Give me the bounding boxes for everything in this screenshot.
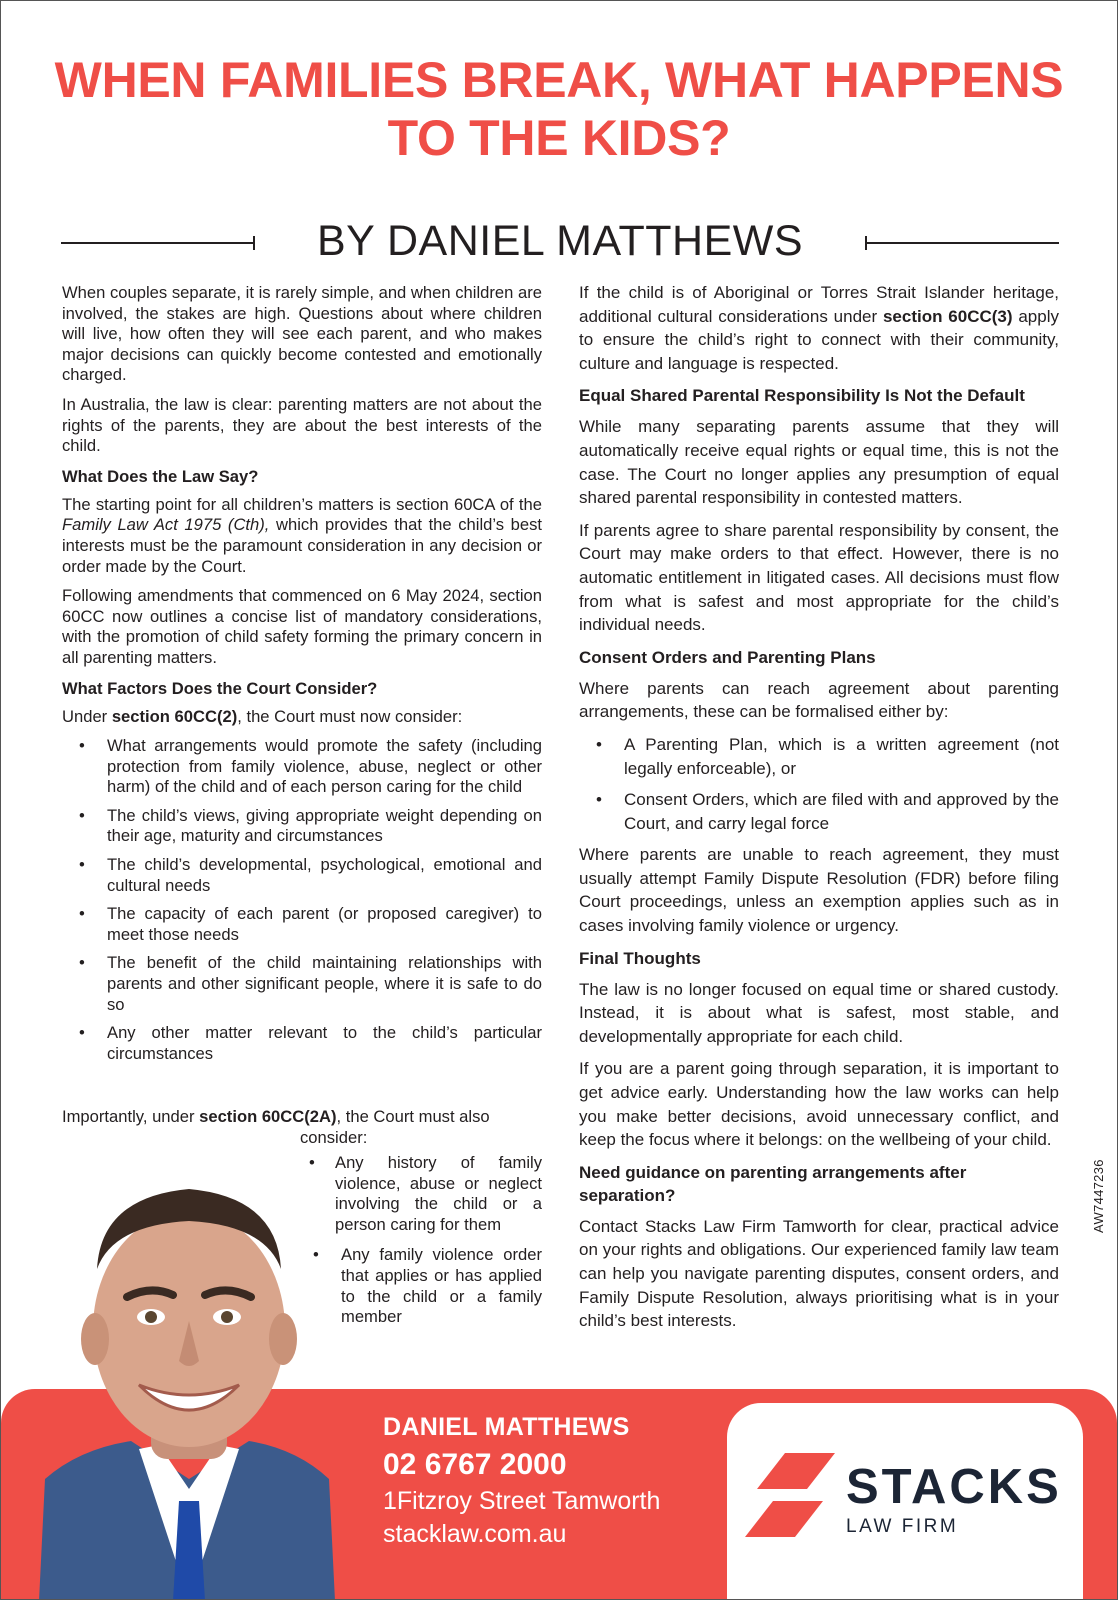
bullet-icon: • [79,736,85,756]
text: , the Court must now consider: [237,706,463,726]
iris-right [221,1311,233,1323]
logo-subtitle: LAW FIRM [846,1516,959,1537]
text: If the child is of Aboriginal or Torres Strait Islander heritage, additional cultural considerations under [579,283,1059,326]
list-item [579,733,1059,780]
list-item-text: The child’s developmental, psychological, emotional and cultural needs [107,855,542,895]
byline-rule-right [866,242,1059,244]
section-ref: section 60CC(2A) [199,1107,337,1126]
subheading: Consent Orders and Parenting Plans [579,647,876,667]
text: Importantly, under [62,1107,200,1126]
ad-code: AW7447236 [1091,1159,1106,1233]
text: apply to ensure the child’s right to connect with their community, culture and language is respected. [579,306,1059,373]
paragraph-line: consider: [300,1127,368,1147]
section-ref: section 60CC(2) [111,706,238,726]
iris-left [145,1311,157,1323]
paragraph: Contact Stacks Law Firm Tamworth for clear, practical advice on your rights and obligations. Our experienced family law team can help you navigate parenting disputes, consent orders, and Family Dispute Resolution, always prioritising what is in your child’s best interests. [579,1216,1059,1331]
importantly-paragraph [62,1107,542,1148]
text: which provides that the child’s best interests must be the paramount consideration in any decision or order made by the Court. [62,515,542,576]
list-item [299,1245,542,1327]
list-item-text: Any family violence order that applies or has applied to the child or a family member [341,1245,542,1327]
list-item-text: Consent Orders, which are filed with and approved by the Court, and carry legal force [624,790,1059,833]
list-item [62,1023,542,1064]
bullet-icon: • [313,1245,319,1265]
paragraph: Where parents can reach agreement about parenting arrangements, these can be formalised either by: [579,678,1059,722]
list-item [62,806,542,847]
list-item [579,788,1059,835]
logo-name: STACKS [846,1460,1062,1514]
list-item-text: Any history of family violence, abuse or neglect involving the child or a person caring for them [335,1153,542,1234]
byline [61,213,1059,269]
paragraph [579,281,1059,375]
left-column [62,283,542,1072]
list-item-text: A Parenting Plan, which is a written agreement (not legally enforceable), or [624,734,1059,778]
paragraph: Following amendments that commenced on 6 May 2024, section 60CC now outlines a concise list of mandatory considerations, with the promotion of child safety forming the primary concern in all parenting matters. [62,586,542,667]
contact-phone[interactable]: 02 6767 2000 [383,1448,567,1481]
contact-block [383,1409,660,1551]
bullet-icon: • [79,953,85,973]
headline: WHEN FAMILIES BREAK, WHAT HAPPENS TO THE KIDS? [54,52,1064,166]
paragraph: If you are a parent going through separation, it is important to get advice early. Understanding how the law works can help you make better decisions, avoid unnecessary conflict, and keep the focus where it belongs: on the wellbeing of your child. [579,1059,1059,1150]
bullet-icon: • [596,734,602,754]
text: The starting point for all children’s matters is section 60CA of the [62,494,542,514]
bullet-icon: • [309,1153,315,1172]
author-portrait [39,1149,335,1600]
ear-right [269,1313,297,1365]
ear-left [81,1313,109,1365]
subheading: Equal Shared Parental Responsibility Is Not the Default [579,386,1025,406]
text: Under [62,706,112,726]
subheading: Need guidance on parenting arrangements after separation? [579,1162,967,1205]
paragraph [62,495,542,577]
paragraph: In Australia, the law is clear: parenting matters are not about the rights of the parents, they are about the best interests of the child. [62,394,542,456]
bullet-icon: • [79,1023,85,1043]
paragraph-line [62,1107,542,1128]
contact-address: 1Fitzroy Street Tamworth [383,1487,661,1515]
paragraph: Where parents are unable to reach agreement, they must usually attempt Family Dispute Resolution (FDR) before filing Court proceedings, unless an exemption applies such as in cases involving family violence or urgency. [579,845,1059,936]
act-title: Family Law Act 1975 (Cth), [62,515,270,535]
also-consider-list [299,1153,542,1338]
logo-stripe-bottom [745,1501,823,1537]
list-item [62,736,542,798]
logo-stripe-top [757,1453,835,1489]
list-item-text: The benefit of the child maintaining relationships with parents and other significant people, where it is safe to do so [107,953,542,1014]
bullet-icon: • [596,790,602,810]
section-ref: section 60CC(3) [882,306,1013,326]
paragraph: If parents agree to share parental responsibility by consent, the Court may make orders to that effect. However, there is no automatic entitlement in litigated cases. All decisions must flow from what is safest and most appropriate for the child’s individual needs. [579,520,1059,635]
factors-list [62,736,542,1064]
list-item [62,855,542,896]
list-item-text: The capacity of each parent (or proposed caregiver) to meet those needs [107,904,542,944]
bullet-icon: • [79,904,85,924]
stacks-logo-icon [745,1453,835,1537]
subheading: What Does the Law Say? [62,466,259,486]
paragraph: The law is no longer focused on equal time or shared custody. Instead, it is about what is safest, most stable, and developmentally appropriate for each child. [579,979,1059,1046]
text: , the Court must also [336,1107,490,1126]
options-list [579,733,1059,835]
list-item [62,953,542,1015]
list-item-text: What arrangements would promote the safety (including protection from family violence, abuse, neglect or other harm) of the child and of each person caring for the child [107,736,542,797]
byline-text: BY DANIEL MATTHEWS [316,217,804,265]
list-item [299,1153,542,1235]
subheading: Final Thoughts [579,948,701,968]
contact-name: DANIEL MATTHEWS [383,1413,630,1441]
stacks-logo [846,1461,1062,1539]
paragraph: When couples separate, it is rarely simple, and when children are involved, the stakes are high. Questions about where children will live, how often they will see each parent, and who makes major decisions can quickly become contested and emotionally charged. [62,283,542,385]
paragraph [62,707,542,728]
right-column [579,281,1059,1342]
subheading: What Factors Does the Court Consider? [62,678,378,698]
contact-website[interactable]: stacklaw.com.au [383,1520,567,1548]
bullet-icon: • [79,805,85,825]
bullet-icon: • [79,855,85,875]
paragraph: While many separating parents assume that they will automatically receive equal rights or equal time, this is not the case. The Court no longer applies any presumption of equal shared parental responsibility in contested matters. [579,417,1059,508]
list-item-text: Any other matter relevant to the child’s particular circumstances [107,1023,542,1063]
list-item-text: The child’s views, giving appropriate weight depending on their age, maturity and circumstances [107,805,542,846]
list-item [62,904,542,945]
